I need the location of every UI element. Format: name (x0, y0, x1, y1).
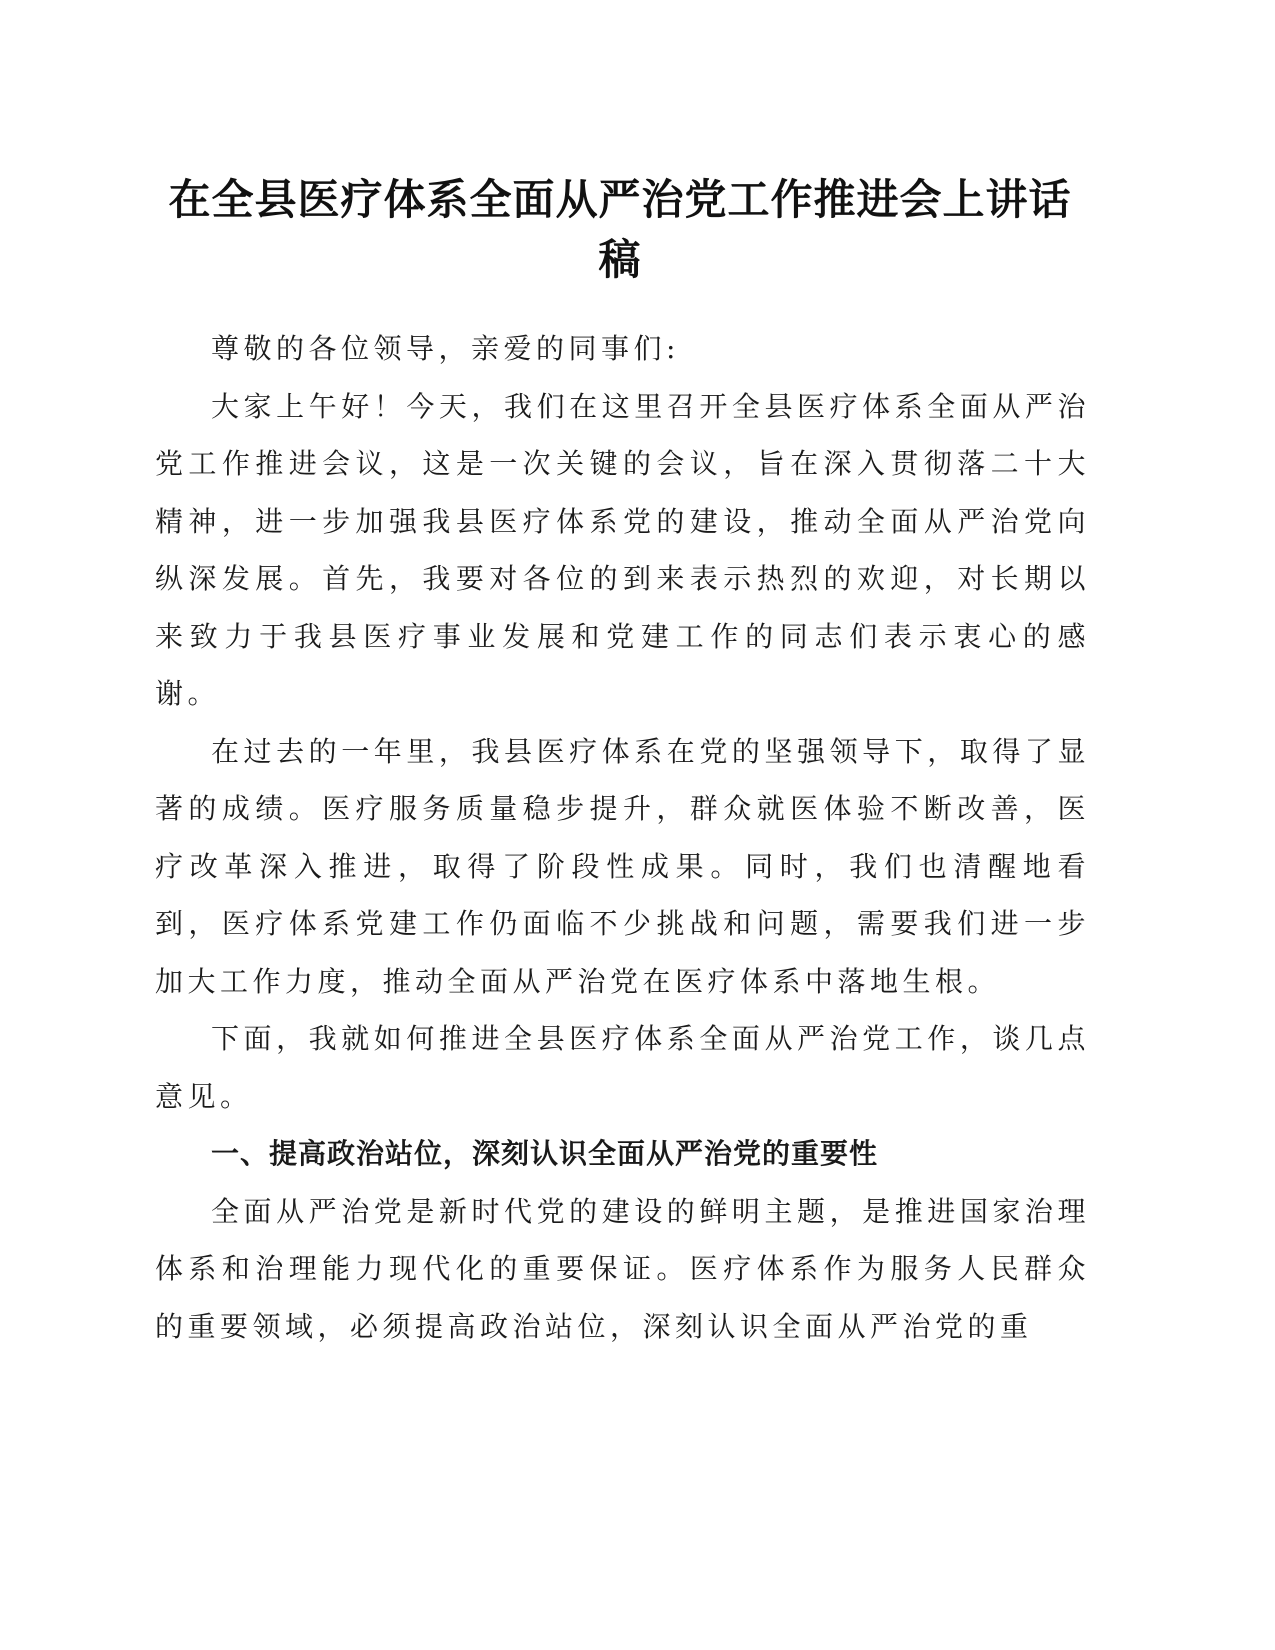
document-title: 在全县医疗体系全面从严治党工作推进会上讲话稿 (168, 175, 1072, 284)
opening-paragraph: 大家上午好！今天，我们在这里召开全县医疗体系全面从严治党工作推进会议，这是一次关键的会议，旨在深入贯彻落二十大精神，进一步加强我县医疗体系党的建设，推动全面从严治党向纵深发展。首先，我要对各位的到来表示热烈的欢迎，对长期以来致力于我县医疗事业发展和党建工作的同志们表示衷心的感谢。 (155, 389, 1090, 710)
salutation-paragraph: 尊敬的各位领导，亲爱的同事们: (211, 332, 680, 365)
achievements-paragraph: 在过去的一年里，我县医疗体系在党的坚强领导下，取得了显著的成绩。医疗服务质量稳步提升，群众就医体验不断改善，医疗改革深入推进，取得了阶段性成果。同时，我们也清醒地看到，医疗体系党建工作仍面临不少挑战和问题，需要我们进一步加大工作力度，推动全面从严治党在医疗体系中落地生根。 (155, 734, 1090, 998)
section-1-paragraph: 全面从严治党是新时代党的建设的鲜明主题，是推进国家治理体系和治理能力现代化的重要保证。医疗体系作为服务人民群众的重要领域，必须提高政治站位，深刻认识全面从严治党的重 (155, 1194, 1090, 1343)
transition-paragraph: 下面，我就如何推进全县医疗体系全面从严治党工作，谈几点意见。 (155, 1022, 1090, 1113)
section-heading-1: 一、提高政治站位，深刻认识全面从严治党的重要性 (211, 1137, 879, 1170)
document-body (155, 320, 1090, 1355)
